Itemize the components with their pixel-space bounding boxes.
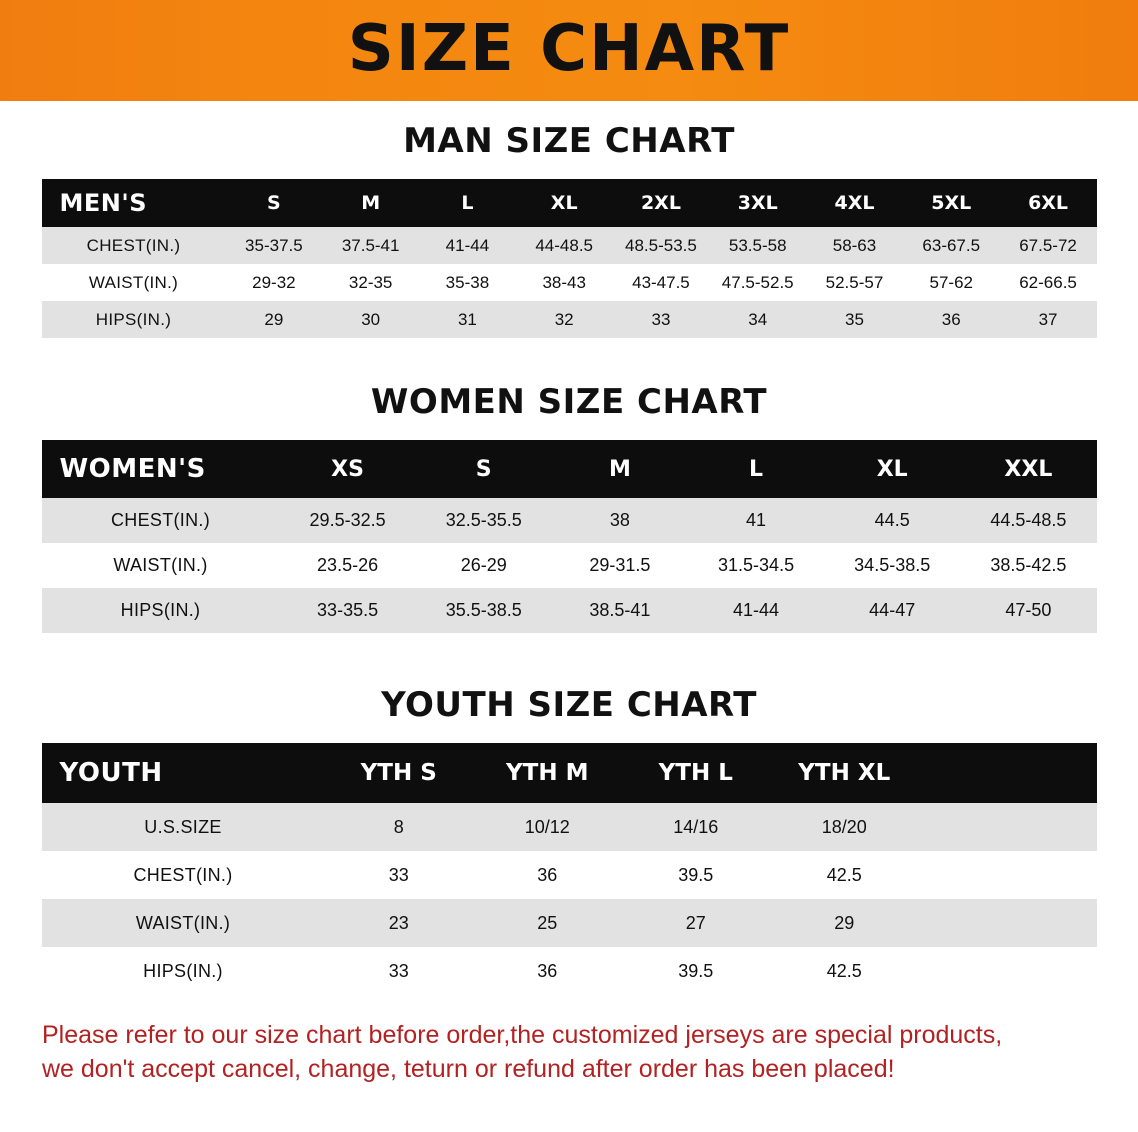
youth-cell-0-1: 10/12	[473, 803, 622, 851]
man-cell-2-4: 33	[613, 301, 710, 338]
women-table-wrapper	[42, 440, 1097, 633]
man-col-0: S	[226, 179, 323, 227]
youth-table-body	[42, 803, 1097, 995]
man-table-head	[42, 179, 1097, 227]
man-cell-2-3: 32	[516, 301, 613, 338]
women-cell-1-1: 26-29	[416, 543, 552, 588]
youth-cell-2-3: 29	[770, 899, 919, 947]
man-col-7: 5XL	[903, 179, 1000, 227]
youth-cell-2-0: 23	[325, 899, 474, 947]
women-cell-1-4: 34.5-38.5	[824, 543, 960, 588]
women-col-1: S	[416, 440, 552, 498]
youth-cell-3-3: 42.5	[770, 947, 919, 995]
women-cell-0-2: 38	[552, 498, 688, 543]
man-cell-2-1: 30	[322, 301, 419, 338]
women-cell-0-5: 44.5-48.5	[960, 498, 1096, 543]
women-size-table	[42, 440, 1097, 633]
youth-cell-3-2: 39.5	[622, 947, 771, 995]
youth-cell-3-1: 36	[473, 947, 622, 995]
man-cell-1-2: 35-38	[419, 264, 516, 301]
youth-cell-1-2: 39.5	[622, 851, 771, 899]
man-cell-1-1: 32-35	[322, 264, 419, 301]
man-row-2-label: HIPS(IN.)	[42, 301, 226, 338]
women-header-row	[42, 440, 1097, 498]
women-col-4: XL	[824, 440, 960, 498]
man-col-6: 4XL	[806, 179, 903, 227]
women-cell-1-3: 31.5-34.5	[688, 543, 824, 588]
man-cell-0-6: 58-63	[806, 227, 903, 264]
man-cell-2-0: 29	[226, 301, 323, 338]
women-row-0-label: CHEST(IN.)	[42, 498, 280, 543]
man-cell-1-6: 52.5-57	[806, 264, 903, 301]
man-cell-0-1: 37.5-41	[322, 227, 419, 264]
youth-col-2: YTH L	[622, 743, 771, 803]
man-cell-0-2: 41-44	[419, 227, 516, 264]
man-header-label: MEN'S	[42, 179, 226, 227]
man-cell-0-3: 44-48.5	[516, 227, 613, 264]
women-cell-2-0: 33-35.5	[280, 588, 416, 633]
women-cell-2-4: 44-47	[824, 588, 960, 633]
man-row-0-label: CHEST(IN.)	[42, 227, 226, 264]
youth-cell-2-2: 27	[622, 899, 771, 947]
women-col-5: XXL	[960, 440, 1096, 498]
women-cell-1-0: 23.5-26	[280, 543, 416, 588]
man-table-body	[42, 227, 1097, 338]
women-row-1-label: WAIST(IN.)	[42, 543, 280, 588]
youth-cell-1-1: 36	[473, 851, 622, 899]
women-col-0: XS	[280, 440, 416, 498]
women-cell-2-1: 35.5-38.5	[416, 588, 552, 633]
man-cell-0-7: 63-67.5	[903, 227, 1000, 264]
women-section-title: WOMEN SIZE CHART	[370, 382, 768, 422]
women-cell-0-0: 29.5-32.5	[280, 498, 416, 543]
youth-row-1-label: CHEST(IN.)	[42, 851, 325, 899]
youth-cell-3-0: 33	[325, 947, 474, 995]
man-cell-1-5: 47.5-52.5	[709, 264, 806, 301]
disclaimer-line-1: Please refer to our size chart before order,the customized jerseys are special products,	[42, 1021, 1003, 1049]
women-cell-2-5: 47-50	[960, 588, 1096, 633]
women-table-body	[42, 498, 1097, 633]
women-header-label: WOMEN'S	[42, 440, 280, 498]
youth-cell-1-3: 42.5	[770, 851, 919, 899]
man-section-title: MAN SIZE CHART	[403, 121, 735, 161]
man-col-5: 3XL	[709, 179, 806, 227]
man-cell-0-8: 67.5-72	[1000, 227, 1097, 264]
youth-cell-1-spacer	[919, 851, 1097, 899]
youth-col-spacer	[919, 743, 1097, 803]
man-col-3: XL	[516, 179, 613, 227]
man-table-wrapper	[42, 179, 1097, 338]
table-row	[42, 588, 1097, 633]
man-cell-2-8: 37	[1000, 301, 1097, 338]
disclaimer-note	[36, 1019, 1102, 1087]
youth-cell-0-2: 14/16	[622, 803, 771, 851]
man-header-row	[42, 179, 1097, 227]
page-banner	[0, 0, 1138, 101]
women-table-head	[42, 440, 1097, 498]
women-cell-0-1: 32.5-35.5	[416, 498, 552, 543]
table-row	[42, 264, 1097, 301]
man-col-1: M	[322, 179, 419, 227]
man-col-2: L	[419, 179, 516, 227]
man-cell-0-4: 48.5-53.5	[613, 227, 710, 264]
man-cell-1-7: 57-62	[903, 264, 1000, 301]
table-row	[42, 899, 1097, 947]
youth-col-0: YTH S	[325, 743, 474, 803]
youth-row-2-label: WAIST(IN.)	[42, 899, 325, 947]
youth-col-1: YTH M	[473, 743, 622, 803]
youth-header-label: YOUTH	[42, 743, 325, 803]
youth-cell-0-spacer	[919, 803, 1097, 851]
table-row	[42, 947, 1097, 995]
man-cell-2-6: 35	[806, 301, 903, 338]
youth-cell-2-spacer	[919, 899, 1097, 947]
man-cell-1-4: 43-47.5	[613, 264, 710, 301]
women-col-3: L	[688, 440, 824, 498]
women-row-2-label: HIPS(IN.)	[42, 588, 280, 633]
disclaimer-line-2: we don't accept cancel, change, teturn or refund after order has been placed!	[42, 1054, 895, 1083]
youth-row-0-label: U.S.SIZE	[42, 803, 325, 851]
youth-table-head	[42, 743, 1097, 803]
man-col-4: 2XL	[613, 179, 710, 227]
youth-header-row	[42, 743, 1097, 803]
youth-row-3-label: HIPS(IN.)	[42, 947, 325, 995]
women-cell-1-5: 38.5-42.5	[960, 543, 1096, 588]
table-row	[42, 301, 1097, 338]
youth-col-3: YTH XL	[770, 743, 919, 803]
table-row	[42, 543, 1097, 588]
youth-cell-3-spacer	[919, 947, 1097, 995]
man-cell-0-5: 53.5-58	[709, 227, 806, 264]
youth-cell-0-3: 18/20	[770, 803, 919, 851]
youth-size-table	[42, 743, 1097, 995]
women-cell-2-2: 38.5-41	[552, 588, 688, 633]
man-cell-1-0: 29-32	[226, 264, 323, 301]
man-row-1-label: WAIST(IN.)	[42, 264, 226, 301]
man-cell-0-0: 35-37.5	[226, 227, 323, 264]
women-cell-2-3: 41-44	[688, 588, 824, 633]
youth-table-wrapper	[42, 743, 1097, 995]
women-col-2: M	[552, 440, 688, 498]
youth-cell-2-1: 25	[473, 899, 622, 947]
women-cell-0-4: 44.5	[824, 498, 960, 543]
man-cell-2-5: 34	[709, 301, 806, 338]
youth-cell-0-0: 8	[325, 803, 474, 851]
women-cell-1-2: 29-31.5	[552, 543, 688, 588]
page-title: SIZE CHART	[347, 11, 791, 86]
man-cell-1-8: 62-66.5	[1000, 264, 1097, 301]
table-row	[42, 851, 1097, 899]
table-row	[42, 227, 1097, 264]
youth-cell-1-0: 33	[325, 851, 474, 899]
youth-section-title: YOUTH SIZE CHART	[381, 685, 757, 725]
man-cell-2-7: 36	[903, 301, 1000, 338]
man-cell-2-2: 31	[419, 301, 516, 338]
man-size-table	[42, 179, 1097, 338]
man-col-8: 6XL	[1000, 179, 1097, 227]
table-row	[42, 498, 1097, 543]
table-row	[42, 803, 1097, 851]
women-cell-0-3: 41	[688, 498, 824, 543]
man-cell-1-3: 38-43	[516, 264, 613, 301]
